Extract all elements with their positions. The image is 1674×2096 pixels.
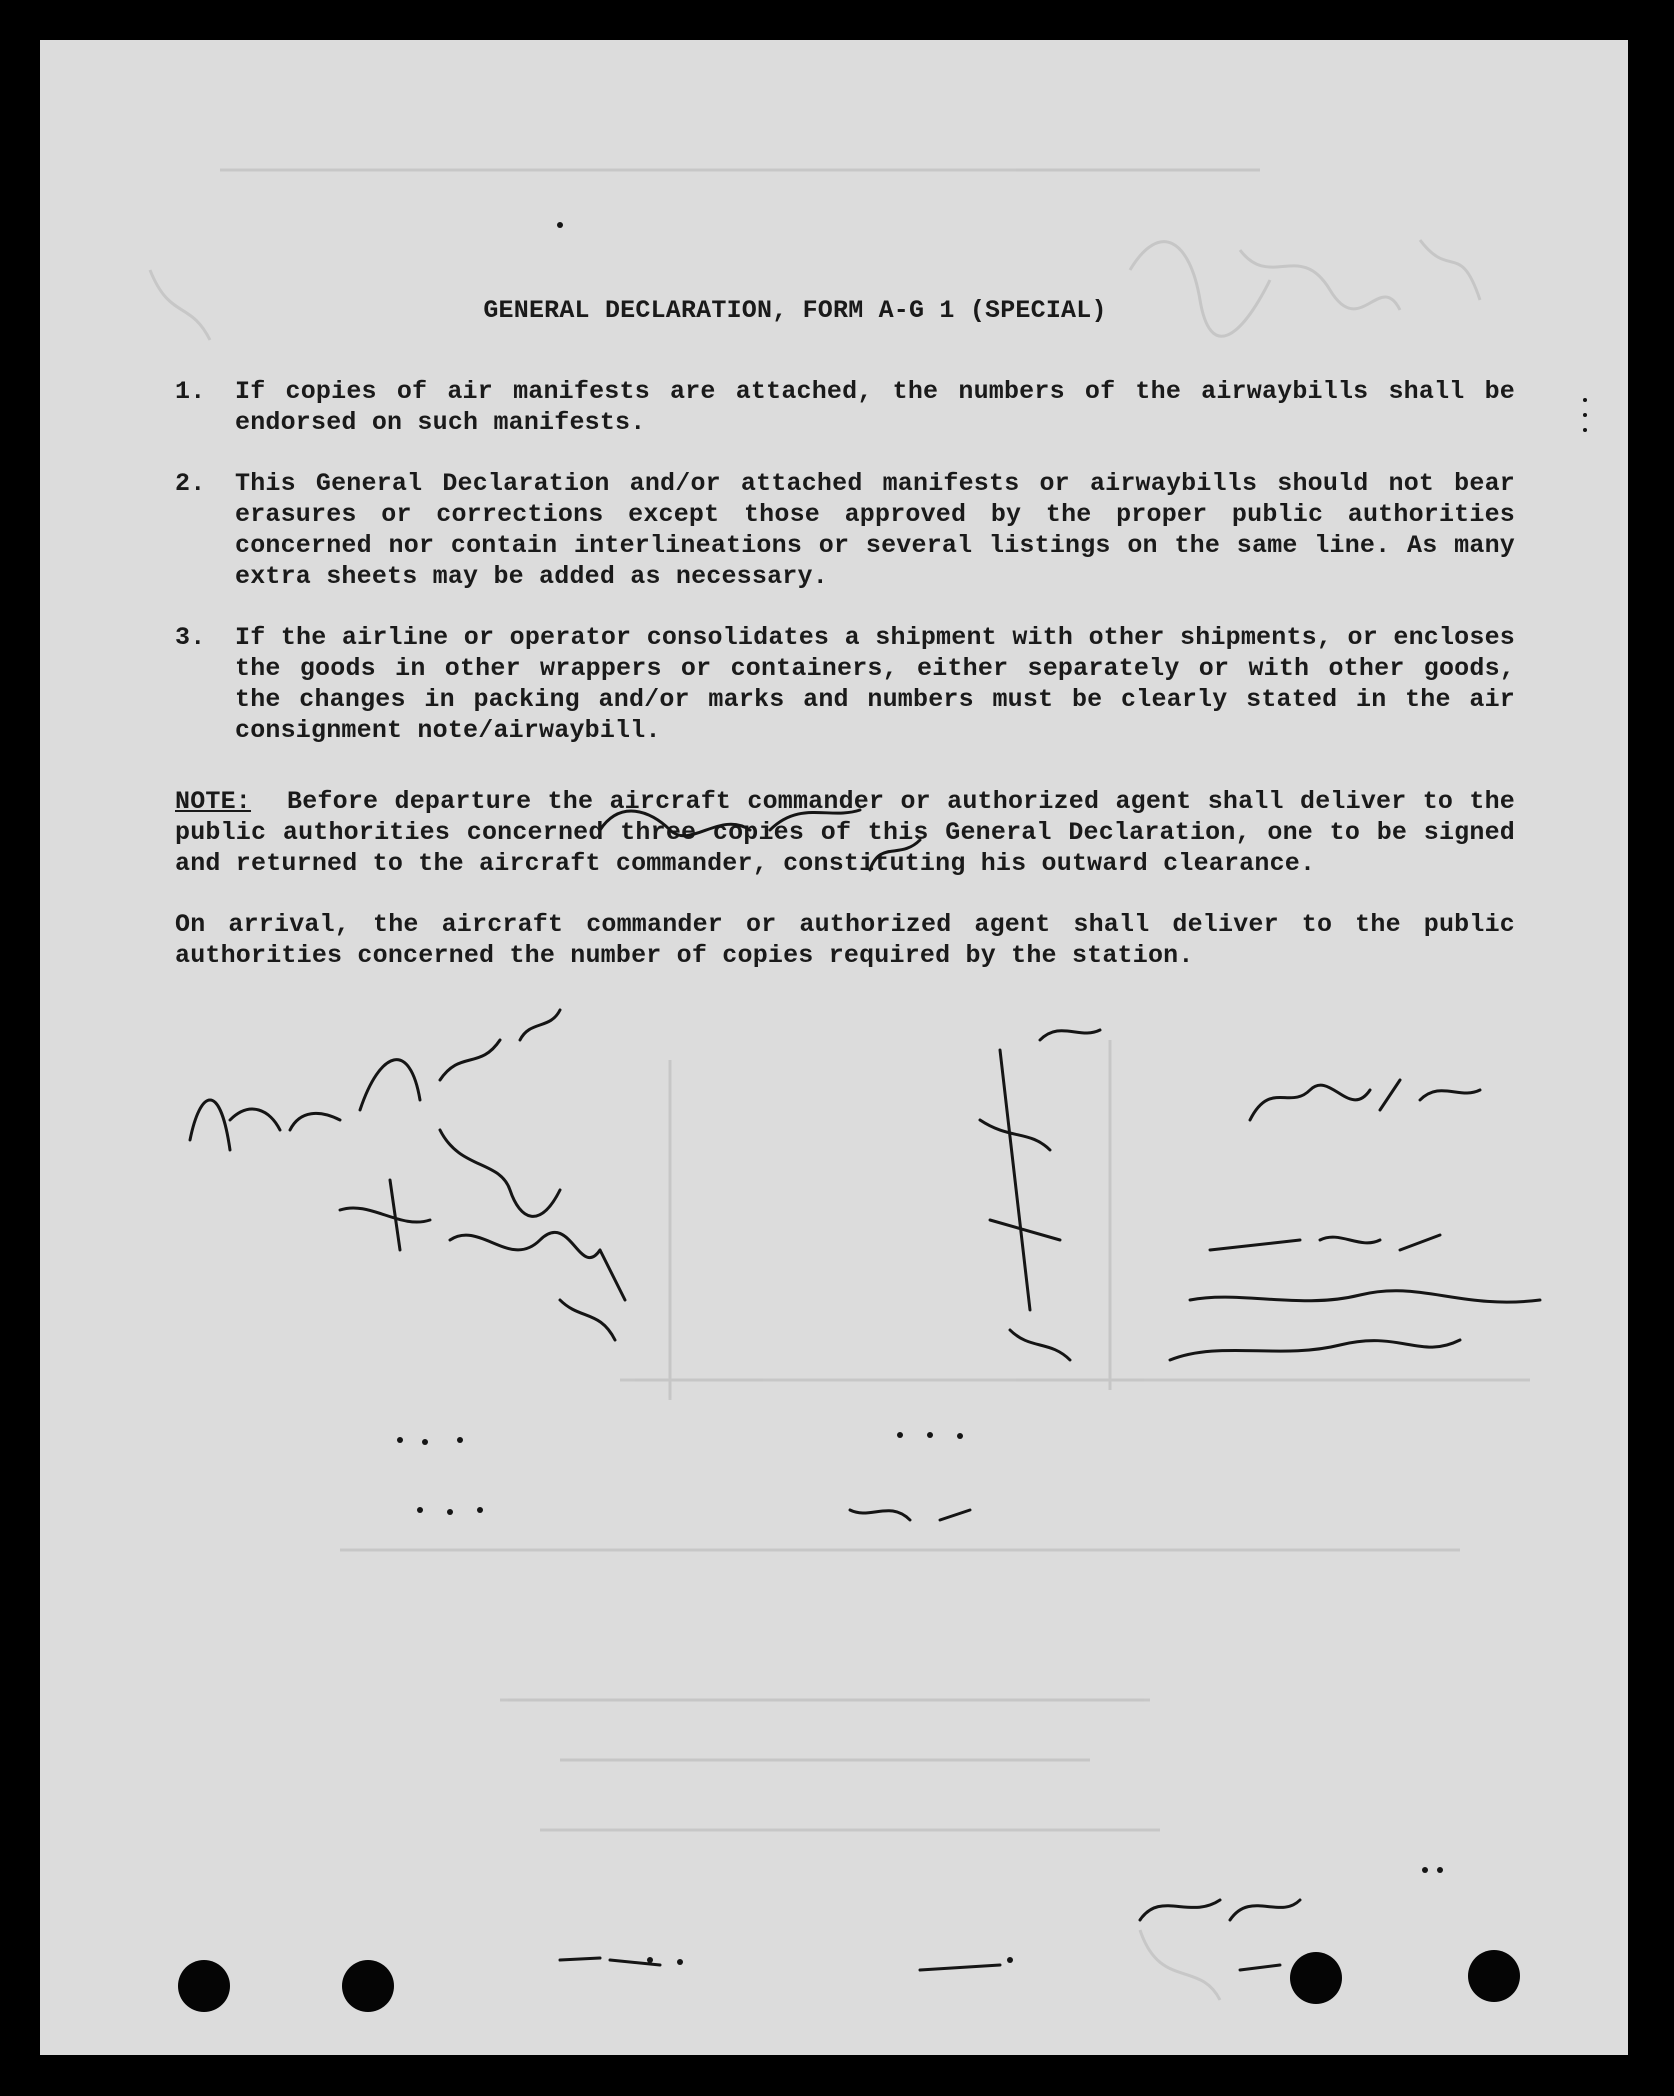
document-page — [40, 40, 1628, 2055]
note-paragraph — [175, 786, 1515, 879]
form-title: GENERAL DECLARATION, FORM A-G 1 (SPECIAL) — [483, 296, 1107, 325]
item-text: If the airline or operator consolidates a shipment with other shipments, or encloses the goods in other wrappers or containers, either separately or with other goods, the changes in packing and/or marks and numbers must be clearly stated in the air consignment note/airwaybill. — [235, 623, 1515, 745]
instruction-item-3 — [175, 622, 1515, 746]
punch-hole-left-1 — [178, 1960, 230, 2012]
item-number: 2. — [175, 469, 206, 498]
punch-hole-right-1 — [1290, 1952, 1342, 2004]
note-text: Before departure the aircraft commander or authorized agent shall deliver to the public authorities concerned three copies of this General Declaration, one to be signed and returned to the aircraft commander, constituting his outward clearance. — [175, 787, 1515, 878]
punch-hole-left-2 — [342, 1960, 394, 2012]
punch-hole-right-2 — [1468, 1950, 1520, 2002]
instruction-item-2 — [175, 468, 1515, 592]
item-number: 1. — [175, 377, 206, 406]
item-text: If copies of air manifests are attached, the numbers of the airwaybills shall be endorsed on such manifests. — [235, 377, 1515, 437]
declaration-text — [175, 295, 1535, 971]
arrival-paragraph: On arrival, the aircraft commander or authorized agent shall deliver to the public authorities concerned the number of copies required by the station. — [175, 910, 1515, 970]
item-text: This General Declaration and/or attached manifests or airwaybills should not bear erasures or corrections except those approved by the proper public authorities concerned nor contain interlineations or several listings on the same line. As many extra sheets may be added as necessary. — [235, 469, 1515, 591]
instruction-item-1 — [175, 376, 1515, 438]
item-number: 3. — [175, 623, 206, 652]
note-label: NOTE: — [175, 787, 252, 816]
